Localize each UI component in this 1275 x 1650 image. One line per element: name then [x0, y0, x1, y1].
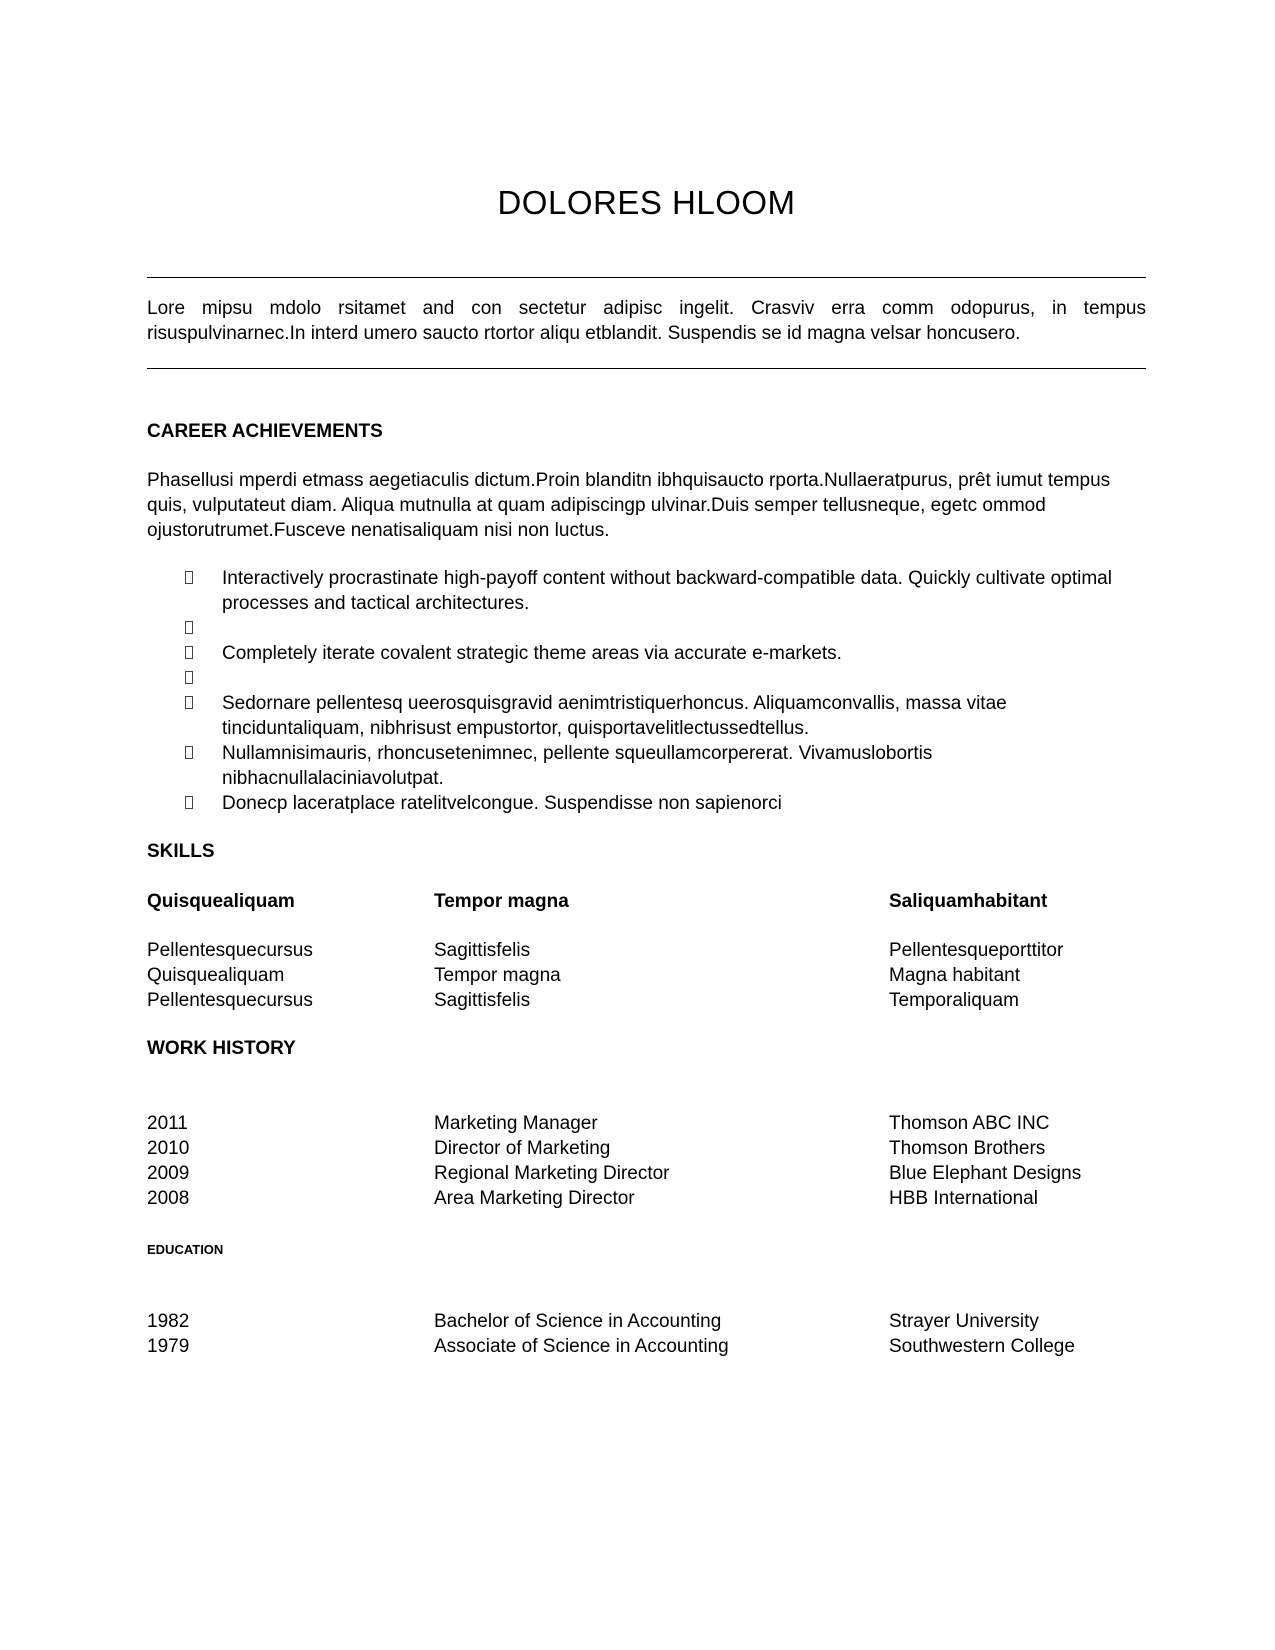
work-title: Regional Marketing Director	[434, 1163, 670, 1184]
education-school: Strayer University	[889, 1311, 1039, 1332]
education-degree: Bachelor of Science in Accounting	[434, 1311, 722, 1332]
bullet-icon	[185, 696, 193, 709]
work-history-table	[147, 1111, 1146, 1211]
work-year: 2011	[147, 1113, 188, 1134]
skill-cell: Pellentesqueporttitor	[889, 940, 1064, 961]
education-degree: Associate of Science in Accounting	[434, 1336, 729, 1357]
bullet-icon	[185, 671, 193, 684]
skills-table	[147, 938, 1146, 1013]
work-title: Marketing Manager	[434, 1113, 598, 1134]
table-row	[147, 1136, 1146, 1161]
skills-column-header: Saliquamhabitant	[889, 891, 1048, 912]
achievement-item: Completely iterate covalent strategic theme areas via accurate e-markets.	[147, 641, 1146, 666]
career-achievements-heading: CAREER ACHIEVEMENTS	[147, 421, 383, 442]
table-row	[147, 889, 1146, 914]
skill-cell: Sagittisfelis	[434, 940, 531, 961]
education-heading: EDUCATION	[147, 1242, 224, 1257]
work-year: 2010	[147, 1138, 190, 1159]
work-history-heading: WORK HISTORY	[147, 1038, 296, 1059]
work-title: Area Marketing Director	[434, 1188, 635, 1209]
bullet-icon	[185, 796, 193, 809]
skill-cell: Pellentesquecursus	[147, 990, 313, 1011]
table-row	[147, 963, 1146, 988]
skill-cell: Magna habitant	[889, 965, 1020, 986]
skills-column-header: Quisquealiquam	[147, 891, 295, 912]
education-school: Southwestern College	[889, 1336, 1075, 1357]
bullet-icon	[185, 646, 193, 659]
skill-cell: Pellentesquecursus	[147, 940, 313, 961]
bullet-icon	[185, 746, 193, 759]
skill-cell: Sagittisfelis	[434, 990, 531, 1011]
work-title: Director of Marketing	[434, 1138, 611, 1159]
table-row	[147, 1161, 1146, 1186]
summary-paragraph: Lore mipsu mdolo rsitamet and con sectetur adipisc ingelit. Crasviv erra comm odopurus, in tempus risuspulvinarnec.In interd umero saucto rtortor aliqu etblandit. Suspendis se id magna velsar honcusero.	[147, 298, 1146, 344]
bullet-icon	[185, 571, 193, 584]
table-row	[147, 938, 1146, 963]
achievement-item: Donecp laceratplace ratelitvelcongue. Suspendisse non sapienorci	[147, 791, 1146, 816]
achievement-item: Nullamnisimauris, rhoncusetenimnec, pellente squeullamcorpererat. Vivamuslobortis nibhacnullalaciniavolutpat.	[147, 741, 1146, 791]
divider-top	[147, 277, 1146, 278]
skill-cell: Tempor magna	[434, 965, 561, 986]
resume-page	[147, 0, 1146, 1650]
work-company: Thomson ABC INC	[889, 1113, 1050, 1134]
table-row	[147, 1309, 1146, 1334]
table-row	[147, 1186, 1146, 1211]
achievement-item	[147, 666, 1146, 691]
candidate-name: DOLORES HLOOM	[497, 184, 796, 221]
skills-column-headers	[147, 889, 1146, 914]
education-year: 1979	[147, 1336, 190, 1357]
education-table	[147, 1309, 1146, 1359]
work-company: Thomson Brothers	[889, 1138, 1046, 1159]
career-intro-paragraph: Phasellusi mperdi etmass aegetiaculis dictum.Proin blanditn ibhquisaucto rporta.Nullaeratpurus, prêt iumut tempus quis, vulputateut diam. Aliqua mutnulla at quam adipiscingp ulvinar.Duis semper tellusneque, egetc ommod ojustorutrumet.Fusceve nenatisaliquam nisi non luctus.	[147, 470, 1111, 541]
bullet-icon	[185, 621, 193, 634]
skills-heading: SKILLS	[147, 841, 215, 862]
achievement-list	[147, 566, 1146, 816]
education-year: 1982	[147, 1311, 190, 1332]
work-year: 2009	[147, 1163, 190, 1184]
work-year: 2008	[147, 1188, 190, 1209]
table-row	[147, 988, 1146, 1013]
achievement-item: Sedornare pellentesq ueerosquisgravid aenimtristiquerhoncus. Aliquamconvallis, massa vitae tinciduntaliquam, nibhrisust empustortor, quisportavelitlectussedtellus.	[147, 691, 1146, 741]
work-company: Blue Elephant Designs	[889, 1163, 1082, 1184]
skill-cell: Temporaliquam	[889, 990, 1019, 1011]
skill-cell: Quisquealiquam	[147, 965, 285, 986]
work-company: HBB International	[889, 1188, 1038, 1209]
divider-bottom	[147, 368, 1146, 369]
skills-column-header: Tempor magna	[434, 891, 569, 912]
table-row	[147, 1111, 1146, 1136]
achievement-item: Interactively procrastinate high-payoff content without backward-compatible data. Quickly cultivate optimal processes and tactical architectures.	[147, 566, 1146, 616]
achievement-item	[147, 616, 1146, 641]
table-row	[147, 1334, 1146, 1359]
